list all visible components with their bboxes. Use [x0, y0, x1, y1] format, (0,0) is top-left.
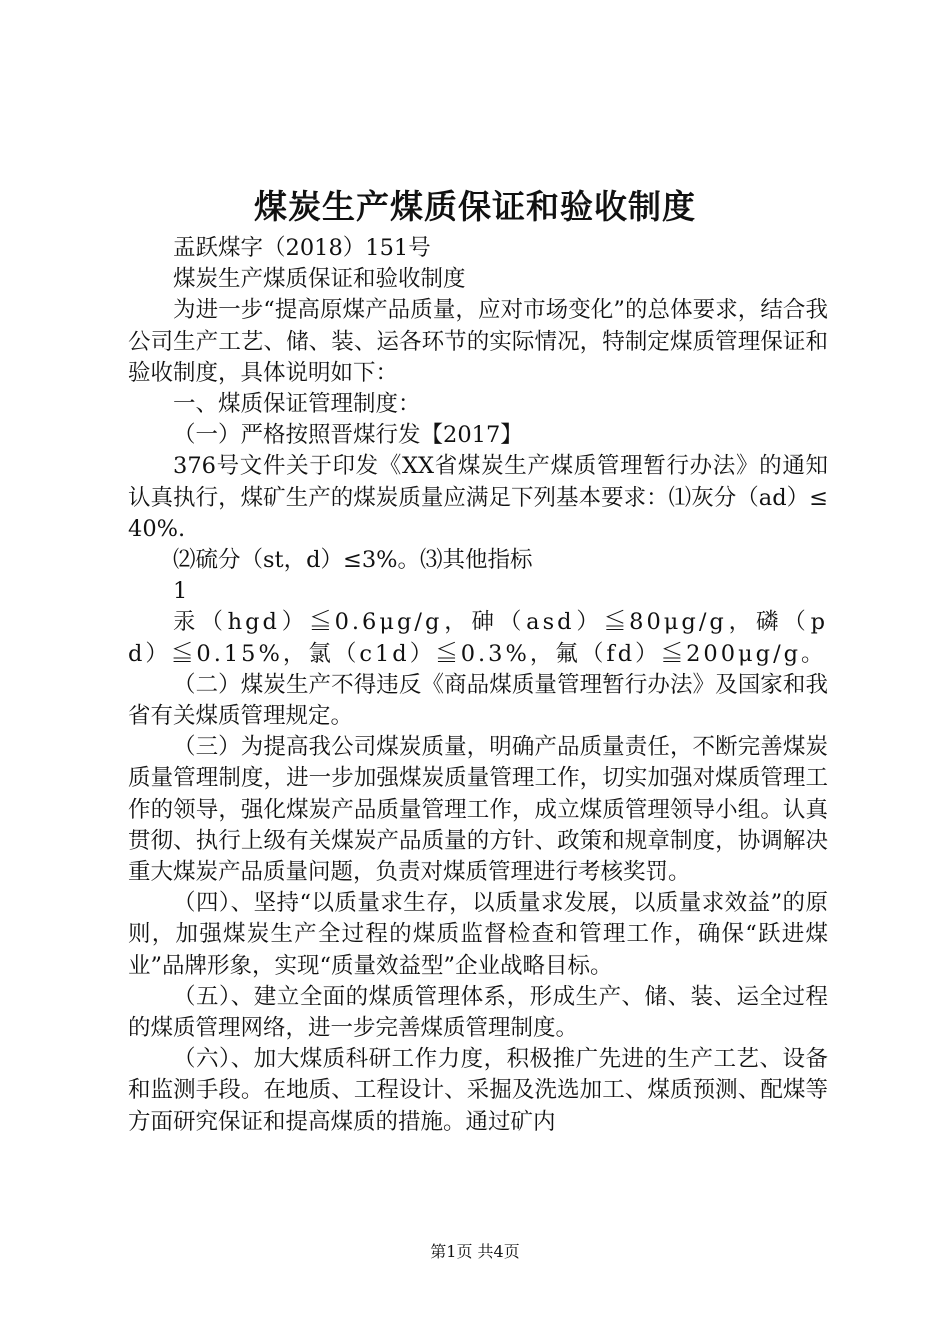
clause-2-paragraph: （二）煤炭生产不得违反《商品煤质量管理暂行办法》及国家和我省有关煤质管理规定。	[128, 671, 828, 730]
document-number: 盂跃煤字（2018）151号	[173, 235, 431, 261]
clause-4-paragraph: （四）、坚持“以质量求生存，以质量求发展，以质量求效益”的原则，加强煤炭生产全过程的煤质监督检查和管理工作，确保“跃进煤业”品牌形象，实现“质量效益型”企业战略目标。	[128, 890, 828, 979]
section-heading: 一、煤质保证管理制度：	[173, 391, 421, 418]
clause-1-indicators: 汞（hgd）≦0.6μg/g，砷（asd）≦80μg/g，磷（pd）≦0.15%，氯（c1d）≦0.3%，氟（fd）≦200μg/g。	[128, 609, 828, 667]
document-title: 煤炭生产煤质保证和验收制度	[254, 187, 696, 226]
clause-1-item-number: 1	[173, 578, 188, 605]
clause-1-sulfur: ⑵硫分（st，d）≤3%。⑶其他指标	[173, 547, 533, 574]
clause-6-paragraph: （六）、加大煤质科研工作力度，积极推广先进的生产工艺、设备和监测手段。在地质、工程设计、采掘及洗选加工、煤质预测、配煤等方面研究保证和提高煤质的措施。通过矿内	[128, 1046, 828, 1135]
clause-3-paragraph: （三）为提高我公司煤炭质量，明确产品质量责任，不断完善煤炭质量管理制度，进一步加强煤炭质量管理工作，切实加强对煤质管理工作的领导，强化煤炭产品质量管理工作，成立煤质管理领导小组。认真贯彻、执行上级有关煤炭产品质量的方针、政策和规章制度，协调解决重大煤炭产品质量问题，负责对煤质管理进行考核奖罚。	[128, 734, 828, 886]
document-body	[128, 233, 828, 1138]
page-footer: 第1页 共4页	[430, 1242, 520, 1261]
clause-1-heading: （一）严格按照晋煤行发【2017】	[173, 422, 523, 449]
clause-1-paragraph: 376号文件关于印发《XX省煤炭生产煤质管理暂行办法》的通知认真执行，煤矿生产的煤炭质量应满足下列基本要求：⑴灰分（ad）≤40%.	[128, 453, 828, 542]
clause-5-paragraph: （五）、建立全面的煤质管理体系，形成生产、储、装、运全过程的煤质管理网络，进一步完善煤质管理制度。	[128, 983, 828, 1042]
document-subtitle: 煤炭生产煤质保证和验收制度	[173, 266, 466, 293]
intro-paragraph: 为进一步“提高原煤产品质量，应对市场变化”的总体要求，结合我公司生产工艺、储、装、运各环节的实际情况，特制定煤质管理保证和验收制度，具体说明如下：	[128, 297, 828, 386]
